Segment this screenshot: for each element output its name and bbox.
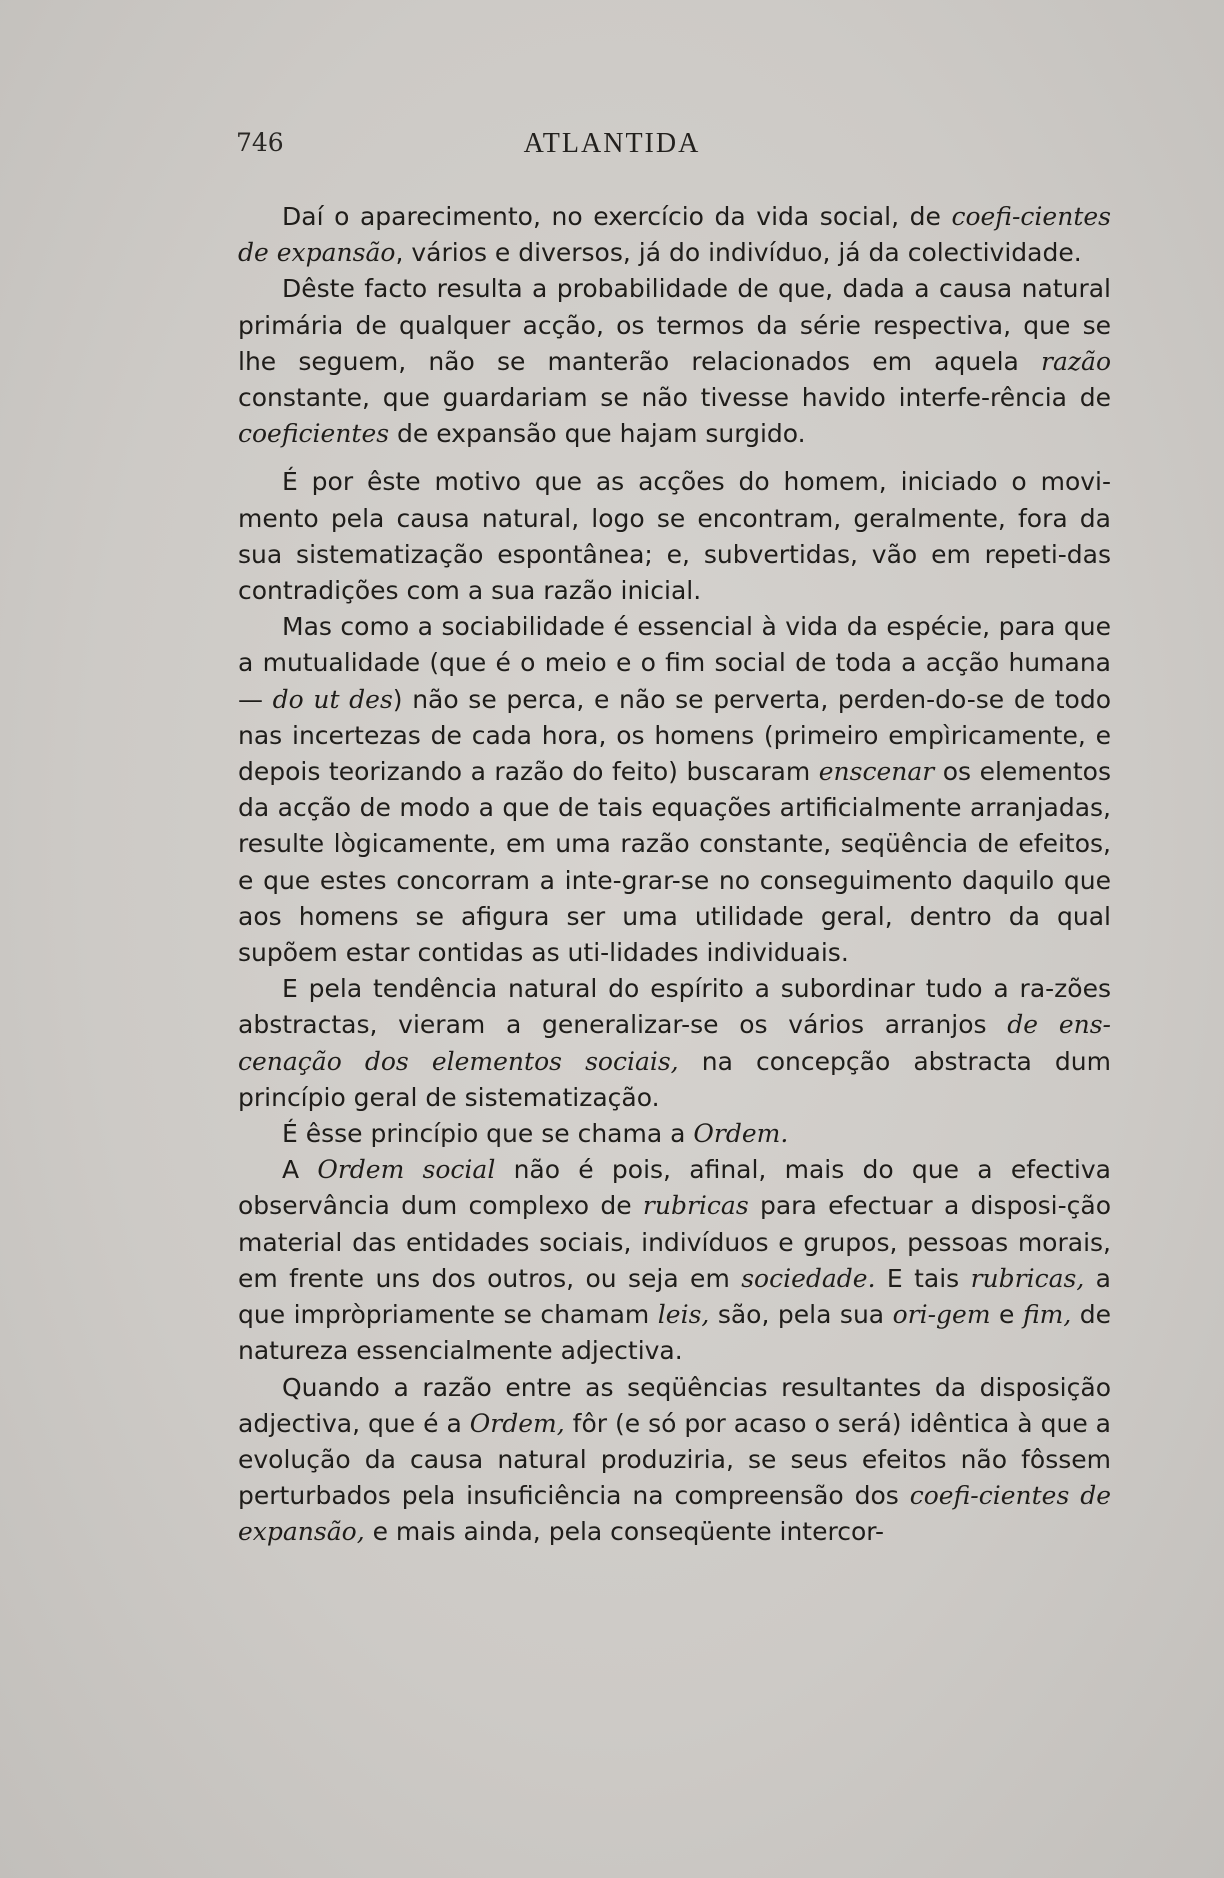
text-run: a que impròpriamente se chamam (238, 1263, 1111, 1330)
text-run: e mais ainda, pela conseqüente intercor- (364, 1517, 884, 1547)
paragraph-8 (238, 1370, 1111, 1551)
paragraph-3 (238, 464, 1111, 609)
text-run: A (282, 1155, 318, 1185)
text-run: fôr (e só por acaso o será) idêntica à que a evolução da causa natural produziria, se seus efeitos não fôssem perturbados pela insuficiência na compreensão dos (238, 1408, 1111, 1511)
italic-run: de ens-cenação dos elementos sociais, (238, 1010, 1111, 1076)
paragraph-2 (238, 271, 1111, 452)
page-header (0, 128, 1224, 168)
italic-run: Ordem. (693, 1119, 789, 1149)
text-run: e (990, 1300, 1023, 1330)
italic-run: sociedade. (741, 1263, 876, 1293)
running-title: ATLANTIDA (523, 128, 701, 159)
italic-run: Ordem, (469, 1408, 565, 1438)
text-run: são, pela sua (709, 1300, 893, 1330)
italic-run: coefi-cientes de expansão, (238, 1481, 1111, 1547)
italic-run: fim, (1022, 1300, 1072, 1330)
text-run: , vários e diversos, já do indivíduo, já da colectividade. (395, 238, 1082, 268)
paragraph-6 (238, 1116, 1111, 1152)
text-run: Daí o aparecimento, no exercício da vida social, de (282, 202, 952, 231)
paragraph-1 (238, 199, 1111, 271)
paragraph-7 (238, 1152, 1111, 1369)
text-run: É por êste motivo que as acções do homem, iniciado o movi-mento pela causa natural, logo se encontram, geralmente, fora da sua sistematização espontânea; e, subvertidas, vão em repeti-das contradições com a sua razão inicial. (238, 467, 1111, 606)
italic-run: Ordem social (317, 1155, 496, 1185)
text-run: ) não se perca, e não se perverta, perden-do-se de todo nas incertezas de cada hora, os homens (primeiro empìricamente, e depois teorizando a razão do feito) buscaram (238, 684, 1111, 787)
italic-run: coeficientes (238, 419, 390, 449)
italic-run: ori-gem (892, 1300, 991, 1330)
text-run: E pela tendência natural do espírito a subordinar tudo a ra-zões abstractas, vieram a generalizar-se os vários arranjos (238, 974, 1111, 1040)
text-run: Quando a razão entre as seqüências resultantes da disposição adjectiva, que é a (238, 1372, 1111, 1438)
paragraph-5 (238, 971, 1111, 1116)
text-run: E tais (875, 1263, 971, 1293)
text-run: constante, que guardariam se não tivesse havido interfe-rência de (238, 383, 1111, 413)
italic-run: razão (1041, 346, 1111, 376)
text-run: de expansão que hajam surgido. (389, 419, 806, 449)
text-run: para efectuar a disposi-ção material das entidades sociais, indivíduos e grupos, pessoas morais, em frente uns dos outros, ou seja em (238, 1191, 1111, 1293)
text-run: Mas como a sociabilidade é essencial à vida da espécie, para que a mutualidade (que é o meio e o fim social de toda a acção humana — (238, 612, 1111, 714)
body-text (238, 199, 1111, 1551)
text-run: na concepção abstracta dum princípio geral de sistematização. (238, 1046, 1111, 1112)
text-run: É êsse princípio que se chama a (282, 1119, 694, 1149)
italic-run: do ut des (272, 684, 393, 714)
text-run: Dêste facto resulta a probabilidade de que, dada a causa natural primária de qualquer acção, os termos da série respectiva, que se lhe seguem, não se manterão relacionados em aquela (238, 274, 1111, 376)
italic-run: enscenar (818, 757, 935, 787)
text-run: os elementos da acção de modo a que de tais equações artificialmente arranjadas, resulte lògicamente, em uma razão constante, seqüência de efeitos, e que estes concorram a inte-grar-se no conseguimento daquilo que aos homens se afigura ser uma utilidade geral, dentro da qual supõem estar contidas as uti-lidades individuais. (238, 757, 1111, 968)
italic-run: rubricas, (970, 1263, 1085, 1293)
text-run: de natureza essencialmente adjectiva. (238, 1300, 1112, 1366)
page-number: 746 (236, 128, 284, 157)
paragraph-4 (238, 609, 1111, 971)
italic-run: rubricas (642, 1191, 749, 1221)
italic-run: coefi-cientes de expansão (238, 202, 1111, 268)
italic-run: leis, (657, 1300, 710, 1330)
text-run: não é pois, afinal, mais do que a efectiva observância dum complexo de (238, 1155, 1111, 1221)
